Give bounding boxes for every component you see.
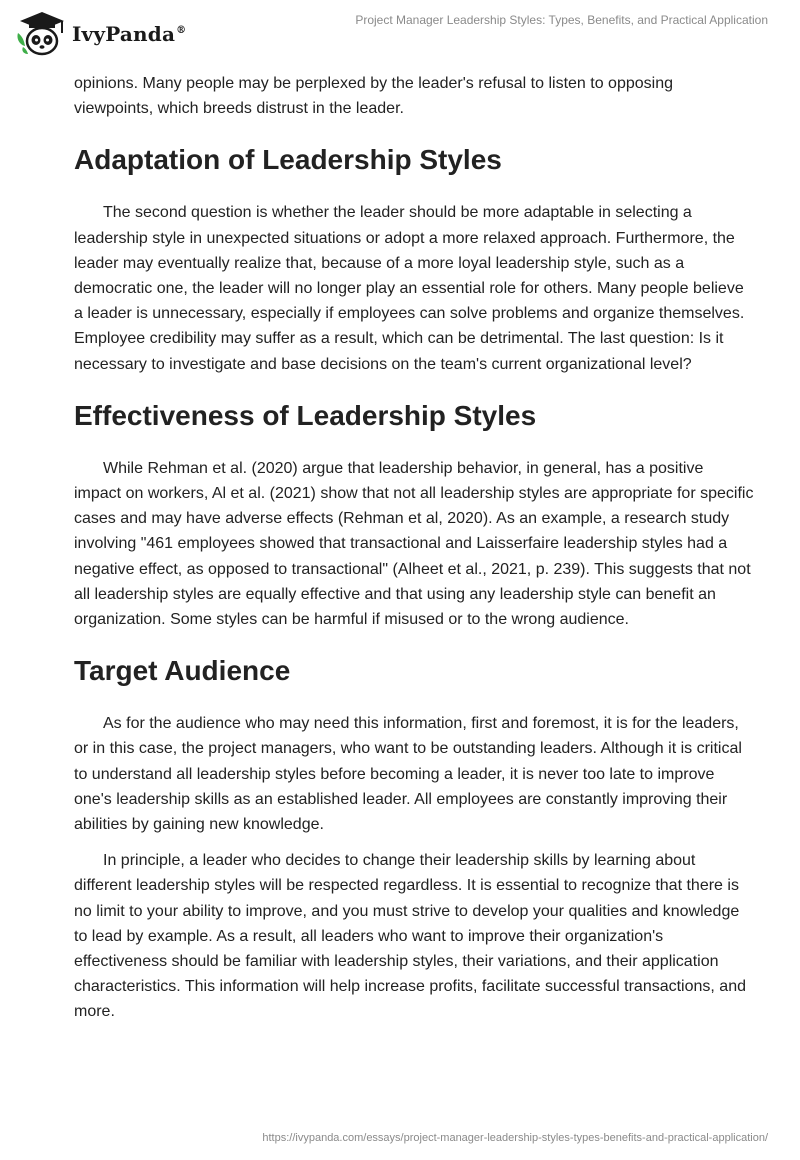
brand-name: IvyPanda®: [72, 22, 187, 46]
panda-graduation-cap-icon: [14, 9, 70, 57]
ivypanda-logo[interactable]: [14, 9, 186, 57]
paragraph: As for the audience who may need this information, first and foremost, it is for the leaders, or in this case, the project managers, who want to be outstanding leaders. Although it is critical to understand all leadership styles before becoming a leader, it is never too late to improve one's leadership skills as an established leader. All employees are constantly improving their abilities by gaining new knowledge.: [74, 715, 742, 834]
section-heading-effectiveness: Effectiveness of Leadership Styles: [74, 399, 537, 431]
intro-paragraph: opinions. Many people may be perplexed by the leader's refusal to listen to opposing viewpoints, which breeds distrust in the leader.: [74, 75, 673, 118]
section-heading-adaptation: Adaptation of Leadership Styles: [74, 144, 502, 176]
article-body: [74, 71, 754, 1036]
source-url[interactable]: https://ivypanda.com/essays/project-manager-leadership-styles-types-benefits-and-practical-application/: [262, 1132, 768, 1144]
paragraph: The second question is whether the leader should be more adaptable in selecting a leadership style in unexpected situations or adopt a more relaxed approach. Furthermore, the leader may eventually realize that, because of a more loyal leadership style, such as a democratic one, the leader will no longer play an essential role for others. Many people believe a leader is unnecessary, especially if employees can solve problems and organize themselves. Employee credibility may suffer as a result, which can be detrimental. The last question: Is it necessary to investigate and base decisions on the team's current organizational level?: [74, 204, 745, 373]
document-title: Project Manager Leadership Styles: Types, Benefits, and Practical Application: [355, 13, 768, 27]
paragraph: In principle, a leader who decides to change their leadership skills by learning about different leadership styles will be respected regardless. It is essential to recognize that there is no limit to your ability to improve, and you must strive to develop your qualities and knowledge to lead by example. As a result, all leaders who want to improve their organization's effectiveness should be familiar with leadership styles, their variations, and their application characteristics. This information will help increase profits, facilitate successful transactions, and more.: [74, 852, 746, 1021]
section-heading-target-audience: Target Audience: [74, 655, 291, 687]
page-header: [0, 0, 800, 60]
registered-mark: ®: [176, 25, 187, 37]
paragraph: While Rehman et al. (2020) argue that leadership behavior, in general, has a positive impact on workers, Al et al. (2021) show that not all leadership styles are appropriate for specific cases and may have adverse effects (Rehman et al, 2020). As an example, a research study involving "461 employees showed that transactional and Laisserfaire leadership styles had a negative effect, as opposed to transactional" (Alheet et al., 2021, p. 239). This suggests that not all leadership styles are equally effective and that using any leadership style can benefit an organization. Some styles can be harmful if misused or to the wrong audience.: [74, 459, 754, 629]
